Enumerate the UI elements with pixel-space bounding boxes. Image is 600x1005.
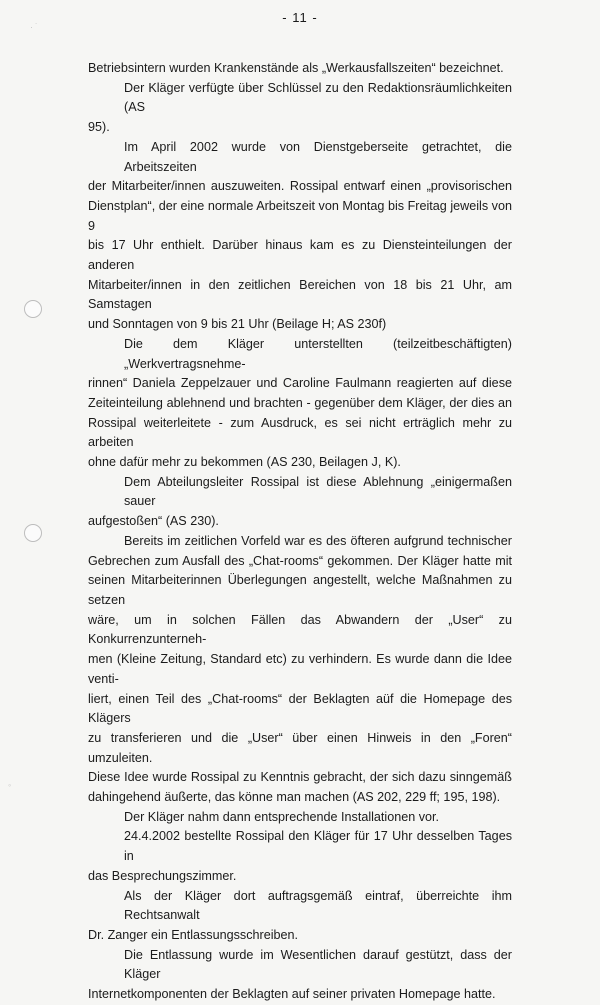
text-line: dahingehend äußerte, das könne man machen (AS 202, 229 ff; 195, 198). (88, 790, 501, 805)
text-line: und Sonntagen von 9 bis 21 Uhr (Beilage H; AS 230f) (88, 317, 387, 332)
text-line: Im April 2002 wurde von Dienstgeberseite getrachtet, die Arbeitszeiten (124, 139, 512, 174)
paragraph (88, 59, 512, 79)
paragraph (88, 827, 512, 886)
text-line: ohne dafür mehr zu bekommen (AS 230, Beilagen J, K). (88, 455, 401, 470)
text-line: Der Kläger nahm dann entsprechende Installationen vor. (124, 809, 440, 824)
text-line: Die Entlassung wurde im Wesentlichen darauf gestützt, dass der Kläger (124, 947, 512, 982)
paragraph (88, 808, 512, 828)
punch-hole-upper (24, 300, 42, 318)
paragraph (88, 946, 512, 1005)
text-line: Die dem Kläger unterstellten (teilzeitbeschäftigten) „Werkvertragsnehme- (124, 336, 512, 371)
text-line: 24.4.2002 bestellte Rossipal den Kläger für 17 Uhr desselben Tages in (124, 829, 512, 864)
document-body (88, 59, 512, 1005)
text-line: zu transferieren und die „User“ über einen Hinweis in den „Foren“ umzuleiten. (88, 730, 512, 765)
paragraph (88, 887, 512, 946)
paragraph (88, 335, 512, 473)
text-line: Diese Idee wurde Rossipal zu Kenntnis gebracht, der sich dazu sinngemäß (88, 770, 512, 785)
text-line: der Mitarbeiter/innen auszuweiten. Rossipal entwarf einen „provisorischen (88, 179, 512, 194)
text-line: rinnen“ Daniela Zeppelzauer und Caroline Faulmann reagierten auf diese (88, 376, 512, 391)
text-line: Rossipal weiterleitete - zum Ausdruck, es sei nicht erträglich mehr zu arbeiten (88, 415, 512, 450)
text-line: men (Kleine Zeitung, Standard etc) zu verhindern. Es wurde dann die Idee venti- (88, 652, 512, 686)
text-line: 95). (88, 120, 110, 135)
text-line: das Besprechungszimmer. (88, 868, 237, 883)
text-line: Gebrechen zum Ausfall des „Chat-rooms“ gekommen. Der Kläger hatte mit (88, 553, 512, 568)
text-line: Dem Abteilungsleiter Rossipal ist diese Ablehnung „einigermaßen sauer (124, 474, 512, 509)
text-line: Zeiteinteilung ablehnend und brachten - gegenüber dem Kläger, der dies an (88, 395, 512, 410)
text-line: Als der Kläger dort auftragsgemäß eintraf, überreichte ihm Rechtsanwalt (124, 888, 512, 923)
text-line: wäre, um in solchen Fällen das Abwandern der „User“ zu Konkurrenzunterneh- (88, 612, 512, 647)
text-line: bis 17 Uhr enthielt. Darüber hinaus kam es zu Diensteinteilungen der anderen (88, 238, 512, 273)
page-number: - 11 - (282, 10, 318, 25)
text-line: Bereits im zeitlichen Vorfeld war es des öfteren aufgrund technischer (124, 533, 512, 548)
paragraph (88, 79, 512, 138)
text-line: Internetkomponenten der Beklagten auf seiner privaten Homepage hatte. (88, 987, 496, 1002)
punch-hole-lower (24, 524, 42, 542)
text-line: seinen Mitarbeiterinnen Überlegungen angestellt, welche Maßnahmen zu setzen (88, 573, 512, 607)
text-line: Betriebsintern wurden Krankenstände als „Werkausfallszeiten“ bezeichnet. (88, 61, 504, 75)
text-line: liert, einen Teil des „Chat-rooms“ der Beklagten aüf die Homepage des Klägers (88, 691, 512, 726)
text-line: Dienstplan“, der eine normale Arbeitszeit von Montag bis Freitag jeweils von 9 (88, 198, 512, 233)
paragraph (88, 532, 512, 808)
text-line: aufgestoßen“ (AS 230). (88, 514, 219, 529)
scan-artifact: ·˙ (30, 22, 40, 32)
text-line: Der Kläger verfügte über Schlüssel zu den Redaktionsräumlichkeiten (AS (124, 80, 512, 115)
paragraph (88, 473, 512, 532)
scan-artifact: ◦ (8, 780, 14, 790)
paragraph (88, 138, 512, 335)
text-line: Dr. Zanger ein Entlassungsschreiben. (88, 927, 299, 942)
text-line: Mitarbeiter/innen in den zeitlichen Bereichen von 18 bis 21 Uhr, am Samstagen (88, 277, 512, 312)
